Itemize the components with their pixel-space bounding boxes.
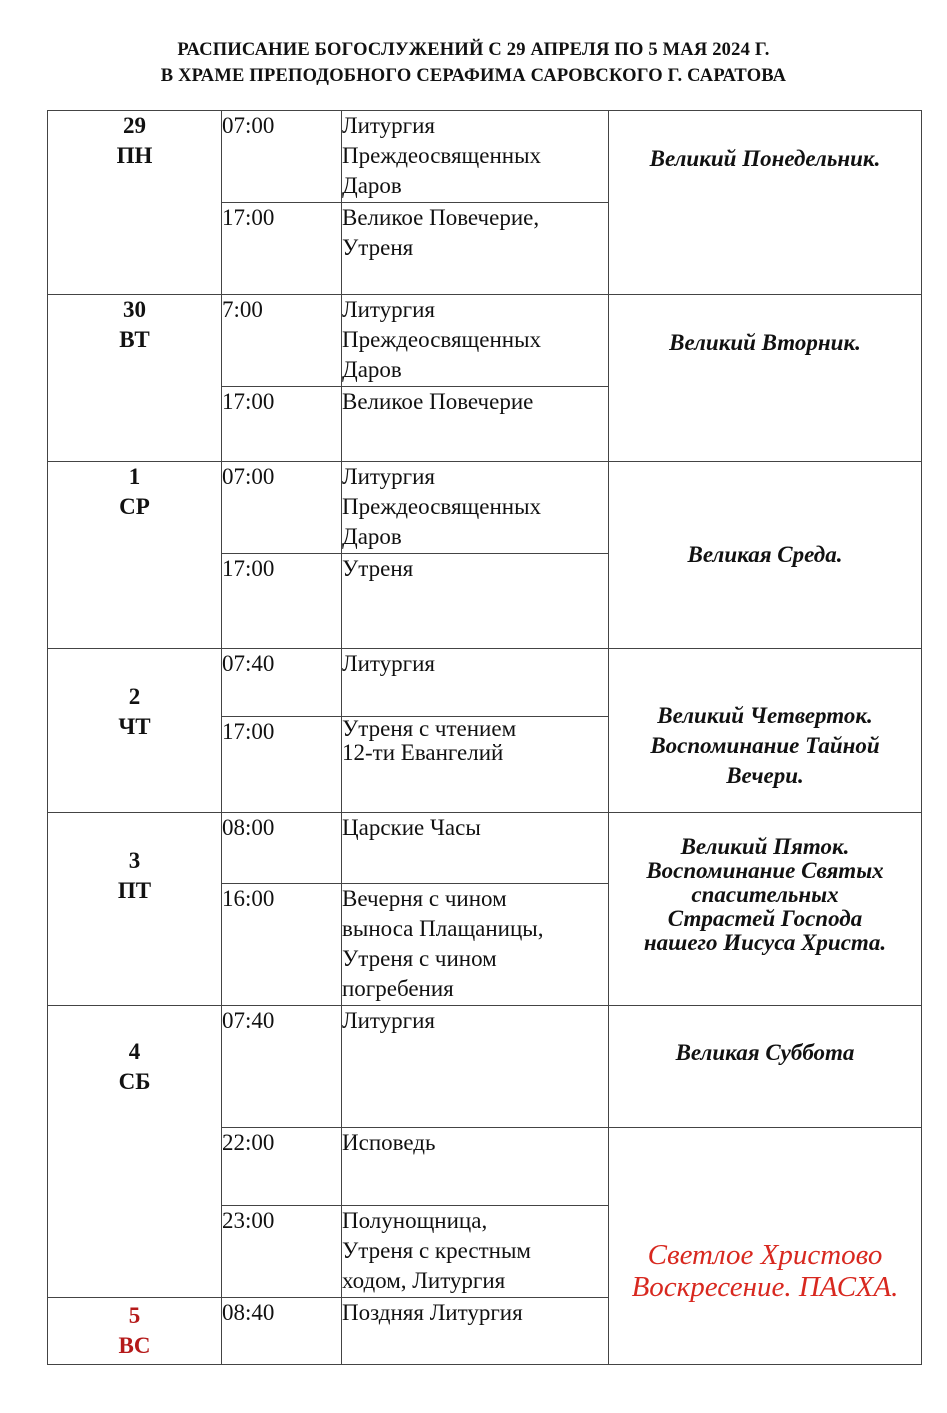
service-time: 17:00 bbox=[222, 717, 342, 813]
feast-cell bbox=[609, 649, 922, 813]
service-line: Литургия bbox=[342, 113, 435, 138]
service-time: 17:00 bbox=[222, 387, 342, 462]
feast-line: Светлое Христово bbox=[647, 1239, 883, 1271]
service-name bbox=[342, 462, 609, 554]
service-time: 17:00 bbox=[222, 554, 342, 649]
day-weekday: ЧТ bbox=[118, 714, 151, 739]
service-name bbox=[342, 884, 609, 1006]
feast-line: Великий Четверток. bbox=[657, 702, 873, 728]
day-weekday: ПТ bbox=[117, 878, 152, 903]
service-line: Поздняя Литургия bbox=[342, 1300, 523, 1325]
day-date: 2 bbox=[128, 684, 141, 709]
day-cell bbox=[48, 1298, 222, 1365]
table-row bbox=[48, 649, 922, 717]
feast-line: Воспоминание Святых bbox=[646, 858, 884, 883]
day-cell bbox=[48, 813, 222, 1006]
day-date: 5 bbox=[128, 1303, 141, 1328]
service-name bbox=[342, 1298, 609, 1365]
schedule-table bbox=[47, 110, 922, 1365]
day-date: 4 bbox=[128, 1039, 141, 1064]
service-line: Даров bbox=[342, 524, 402, 549]
service-line: Литургия bbox=[342, 464, 435, 489]
document-title bbox=[0, 37, 947, 89]
day-cell bbox=[48, 462, 222, 649]
day-cell bbox=[48, 295, 222, 462]
title-line-1: РАСПИСАНИЕ БОГОСЛУЖЕНИЙ С 29 АПРЕЛЯ ПО 5 МАЯ 2024 Г. bbox=[177, 40, 770, 60]
service-line: Преждеосвященных bbox=[342, 143, 542, 168]
service-time: 07:40 bbox=[222, 649, 342, 717]
feast-line: Великая Среда. bbox=[687, 542, 843, 567]
service-time: 07:00 bbox=[222, 111, 342, 203]
service-line: ходом, Литургия bbox=[342, 1268, 506, 1293]
service-time: 22:00 bbox=[222, 1128, 342, 1206]
feast-line: Великая Суббота bbox=[675, 1040, 855, 1065]
service-line: Литургия bbox=[342, 1008, 435, 1033]
service-name bbox=[342, 1206, 609, 1298]
easter-feast-cell bbox=[609, 1128, 922, 1365]
day-date: 1 bbox=[128, 464, 141, 489]
service-line: выноса Плащаницы, bbox=[342, 916, 544, 941]
service-name bbox=[342, 649, 609, 717]
service-line: Преждеосвященных bbox=[342, 494, 542, 519]
service-time: 23:00 bbox=[222, 1206, 342, 1298]
service-name bbox=[342, 554, 609, 649]
feast-line: Вечери. bbox=[726, 762, 804, 788]
feast-cell bbox=[609, 295, 922, 462]
day-cell bbox=[48, 1006, 222, 1298]
day-weekday: ВТ bbox=[119, 327, 150, 352]
service-line: Полунощница, bbox=[342, 1208, 488, 1233]
service-line: Великое Повечерие bbox=[342, 389, 534, 414]
service-line: погребения bbox=[342, 976, 454, 1001]
service-line: Литургия bbox=[342, 297, 435, 322]
feast-cell bbox=[609, 813, 922, 1006]
service-name bbox=[342, 203, 609, 295]
service-line: Даров bbox=[342, 357, 402, 382]
service-name bbox=[342, 813, 609, 884]
day-date: 29 bbox=[123, 113, 146, 138]
day-weekday: ВС bbox=[118, 1333, 151, 1358]
feast-line: Страстей Господа bbox=[667, 906, 863, 931]
day-date: 30 bbox=[123, 297, 146, 322]
day-weekday: ПН bbox=[116, 143, 153, 168]
day-cell bbox=[48, 649, 222, 813]
service-line: Утреня bbox=[342, 235, 414, 260]
service-line: Литургия bbox=[342, 651, 435, 676]
service-line: Преждеосвященных bbox=[342, 327, 542, 352]
feast-line: Великий Понедельник. bbox=[649, 146, 881, 171]
feast-cell bbox=[609, 111, 922, 295]
day-weekday: СР bbox=[119, 494, 150, 519]
service-line: Исповедь bbox=[342, 1130, 436, 1155]
feast-line: Воспоминание Тайной bbox=[650, 732, 880, 758]
feast-line: Великий Пяток. bbox=[680, 834, 850, 859]
service-line: Утреня с чтением bbox=[342, 716, 517, 741]
day-cell bbox=[48, 111, 222, 295]
service-time: 08:00 bbox=[222, 813, 342, 884]
service-name bbox=[342, 111, 609, 203]
service-time: 07:40 bbox=[222, 1006, 342, 1128]
feast-line: нашего Иисуса Христа. bbox=[643, 930, 887, 955]
table-row bbox=[48, 462, 922, 554]
table-row bbox=[48, 295, 922, 387]
feast-line: Воскресение. ПАСХА. bbox=[631, 1271, 899, 1303]
feast-line: Великий Вторник. bbox=[669, 330, 861, 355]
feast-cell bbox=[609, 462, 922, 649]
service-time: 08:40 bbox=[222, 1298, 342, 1365]
day-weekday: СБ bbox=[118, 1069, 151, 1094]
service-name bbox=[342, 1006, 609, 1128]
service-line: Даров bbox=[342, 173, 402, 198]
title-line-2: В ХРАМЕ ПРЕПОДОБНОГО СЕРАФИМА САРОВСКОГО Г. САРАТОВА bbox=[160, 66, 787, 86]
service-name bbox=[342, 1128, 609, 1206]
service-line: Утреня с крестным bbox=[342, 1238, 531, 1263]
table-row bbox=[48, 813, 922, 884]
feast-line: спасительных bbox=[691, 882, 839, 907]
service-time: 07:00 bbox=[222, 462, 342, 554]
table-row bbox=[48, 1006, 922, 1128]
service-time: 17:00 bbox=[222, 203, 342, 295]
service-time: 16:00 bbox=[222, 884, 342, 1006]
service-line: Царские Часы bbox=[342, 815, 481, 840]
service-line: Великое Повечерие, bbox=[342, 205, 540, 230]
service-name bbox=[342, 717, 609, 813]
service-line: Утреня с чином bbox=[342, 946, 497, 971]
service-line: 12-ти Евангелий bbox=[342, 740, 504, 765]
day-date: 3 bbox=[128, 848, 141, 873]
service-time: 7:00 bbox=[222, 295, 342, 387]
service-line: Утреня bbox=[342, 556, 414, 581]
service-name bbox=[342, 295, 609, 387]
service-name bbox=[342, 387, 609, 462]
service-line: Вечерня с чином bbox=[342, 886, 507, 911]
feast-cell bbox=[609, 1006, 922, 1128]
table-row bbox=[48, 111, 922, 203]
